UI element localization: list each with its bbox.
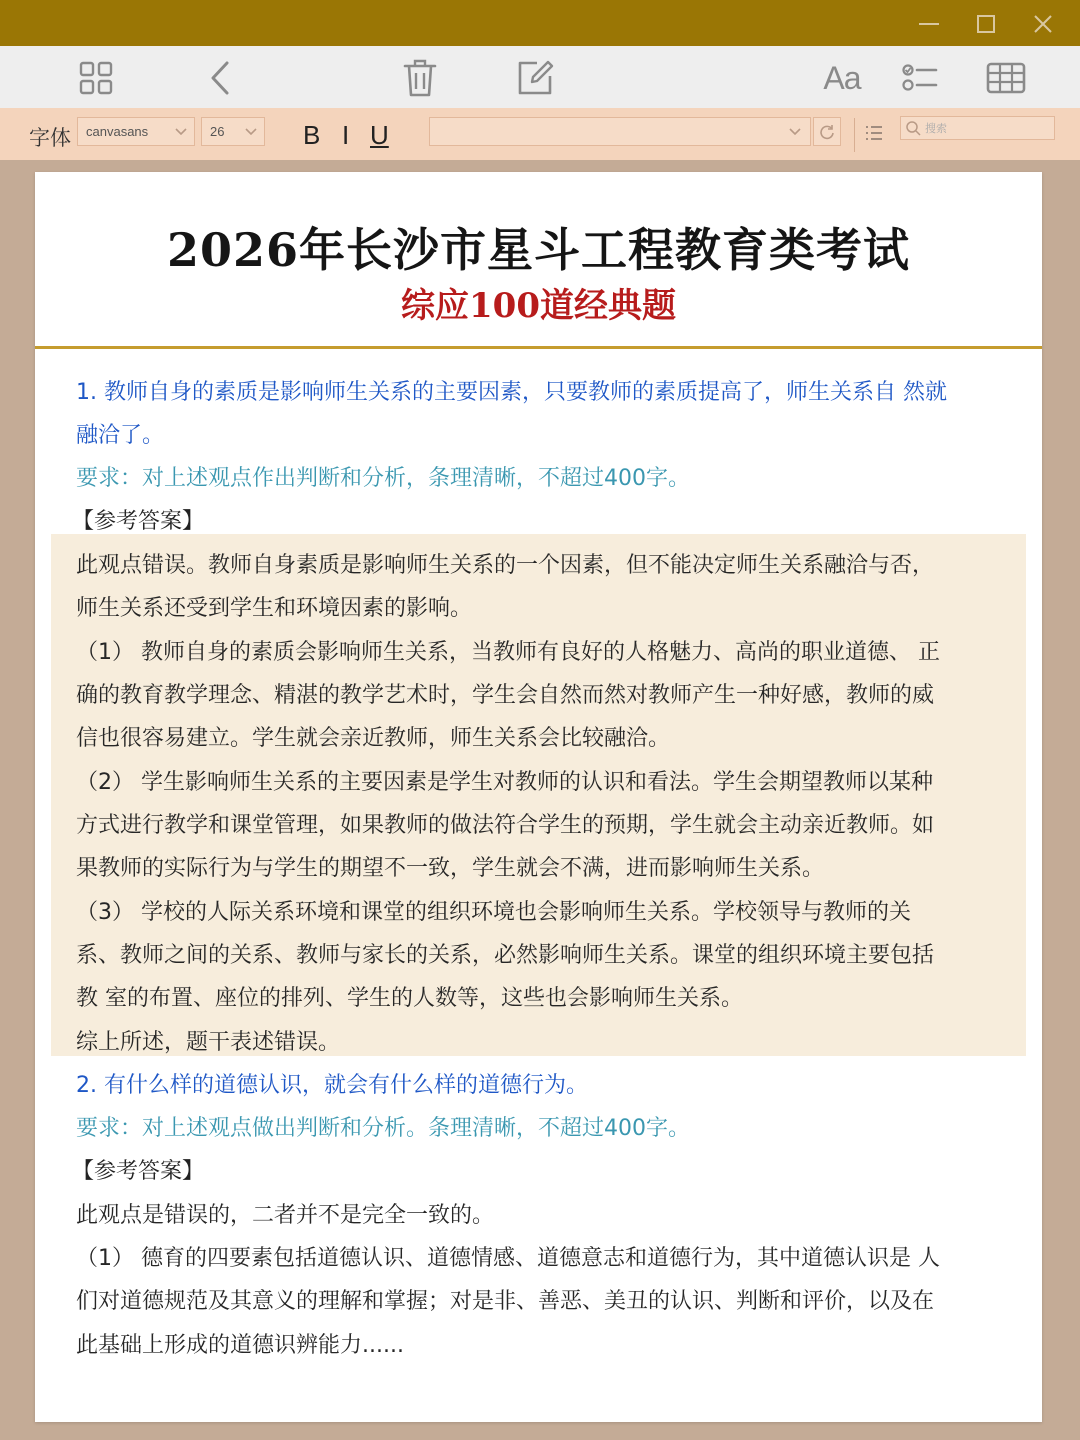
answer-2-line: 此基础上形成的道德识辨能力...... xyxy=(76,1333,404,1358)
font-size-icon: Aa xyxy=(823,59,861,96)
font-button[interactable] xyxy=(816,56,868,100)
question-2-requirement: 要求：对上述观点做出判断和分析。条理清晰，不超过400字。 xyxy=(76,1116,690,1141)
title-divider xyxy=(35,346,1042,349)
back-button[interactable] xyxy=(197,56,243,100)
bold-button[interactable]: B xyxy=(303,120,321,150)
underline-button[interactable]: U xyxy=(370,120,389,150)
search-icon xyxy=(905,120,921,136)
back-arrow-icon xyxy=(207,60,233,96)
answer-2-line: （1） 德育的四要素包括道德认识、道德情感、道德意志和道德行为，其中道德认识是 人 xyxy=(76,1246,940,1271)
font-family-value: canvasans xyxy=(86,124,149,139)
table-button[interactable] xyxy=(983,56,1029,100)
answer-1-line: 师生关系还受到学生和环境因素的影响。 xyxy=(76,596,473,621)
refresh-button[interactable] xyxy=(813,117,841,146)
chevron-down-icon xyxy=(788,124,802,138)
question-2-answer-label: 【参考答案】 xyxy=(72,1159,205,1184)
chevron-down-icon xyxy=(244,124,258,138)
edit-icon xyxy=(515,58,555,98)
format-bar xyxy=(0,108,1080,160)
question-1-answer-label: 【参考答案】 xyxy=(72,509,205,534)
answer-1-line: 方式进行教学和课堂管理，如果教师的做法符合学生的预期，学生就会主动亲近教师。如 xyxy=(76,813,935,838)
style-select[interactable] xyxy=(429,117,811,146)
maximize-button[interactable] xyxy=(966,8,1006,40)
search-placeholder: 搜索 xyxy=(925,122,947,135)
checklist-icon xyxy=(902,62,938,94)
window-titlebar xyxy=(0,0,1080,46)
font-size-select[interactable] xyxy=(201,117,265,146)
answer-1-line: 教 室的布置、座位的排列、学生的人数等，这些也会影响师生关系。 xyxy=(76,986,743,1011)
answer-1-line: 此观点错误。教师自身素质是影响师生关系的一个因素，但不能决定师生关系融洽与否， xyxy=(76,553,935,578)
document-page xyxy=(35,172,1042,1422)
list-icon[interactable] xyxy=(864,123,884,143)
page-subtitle: 综应100道经典题 xyxy=(401,286,676,326)
font-family-select[interactable] xyxy=(77,117,195,146)
minimize-icon xyxy=(918,13,940,35)
answer-2-line: 此观点是错误的，二者并不是完全一致的。 xyxy=(76,1203,495,1228)
grid-icon xyxy=(79,61,113,95)
answer-1-line: 系、教师之间的关系、教师与家长的关系，必然影响师生关系。课堂的组织环境主要包括 xyxy=(76,943,935,968)
delete-button[interactable] xyxy=(397,56,443,100)
page-title: 2026年长沙市星斗工程教育类考试 xyxy=(166,223,911,277)
refresh-icon xyxy=(819,124,835,140)
answer-1-line: （2） 学生影响师生关系的主要因素是学生对教师的认识和看法。学生会期望教师以某种 xyxy=(76,770,933,795)
font-size-value: 26 xyxy=(210,124,225,139)
question-1-requirement: 要求：对上述观点作出判断和分析，条理清晰，不超过400字。 xyxy=(76,466,690,491)
maximize-icon xyxy=(976,14,996,34)
minimize-button[interactable] xyxy=(909,8,949,40)
chevron-down-icon xyxy=(174,124,188,138)
answer-1-line: （3） 学校的人际关系环境和课堂的组织环境也会影响师生关系。学校领导与教师的关 xyxy=(76,900,911,925)
question-1-line-2: 融洽了。 xyxy=(76,423,165,448)
trash-icon xyxy=(402,58,438,98)
question-2-line: 2. 有什么样的道德认识，就会有什么样的道德行为。 xyxy=(76,1073,588,1098)
main-toolbar xyxy=(0,46,1080,108)
toolbar-divider xyxy=(854,118,855,152)
grid-view-button[interactable] xyxy=(73,56,119,100)
edit-button[interactable] xyxy=(512,56,558,100)
question-1-line-1: 1. 教师自身的素质是影响师生关系的主要因素，只要教师的素质提高了，师生关系自 然就 xyxy=(76,380,947,405)
answer-1-line: 综上所述，题干表述错误。 xyxy=(76,1030,341,1055)
italic-button[interactable]: I xyxy=(342,120,350,150)
answer-1-line: （1） 教师自身的素质会影响师生关系，当教师有良好的人格魅力、高尚的职业道德、 正 xyxy=(76,640,940,665)
close-button[interactable] xyxy=(1023,8,1063,40)
answer-1-line: 确的教育教学理念、精湛的教学艺术时，学生会自然而然对教师产生一种好感，教师的威 xyxy=(76,683,935,708)
font-label: 字体 xyxy=(29,126,71,150)
search-input[interactable] xyxy=(900,116,1055,140)
answer-1-line: 果教师的实际行为与学生的期望不一致，学生就会不满，进而影响师生关系。 xyxy=(76,856,825,881)
answer-1-line: 信也很容易建立。学生就会亲近教师，师生关系会比较融洽。 xyxy=(76,726,671,751)
checklist-button[interactable] xyxy=(897,56,943,100)
table-icon xyxy=(986,62,1026,94)
close-icon xyxy=(1033,14,1053,34)
answer-2-line: 们对道德规范及其意义的理解和掌握；对是非、善恶、美丑的认识、判断和评价，以及在 xyxy=(76,1289,935,1314)
